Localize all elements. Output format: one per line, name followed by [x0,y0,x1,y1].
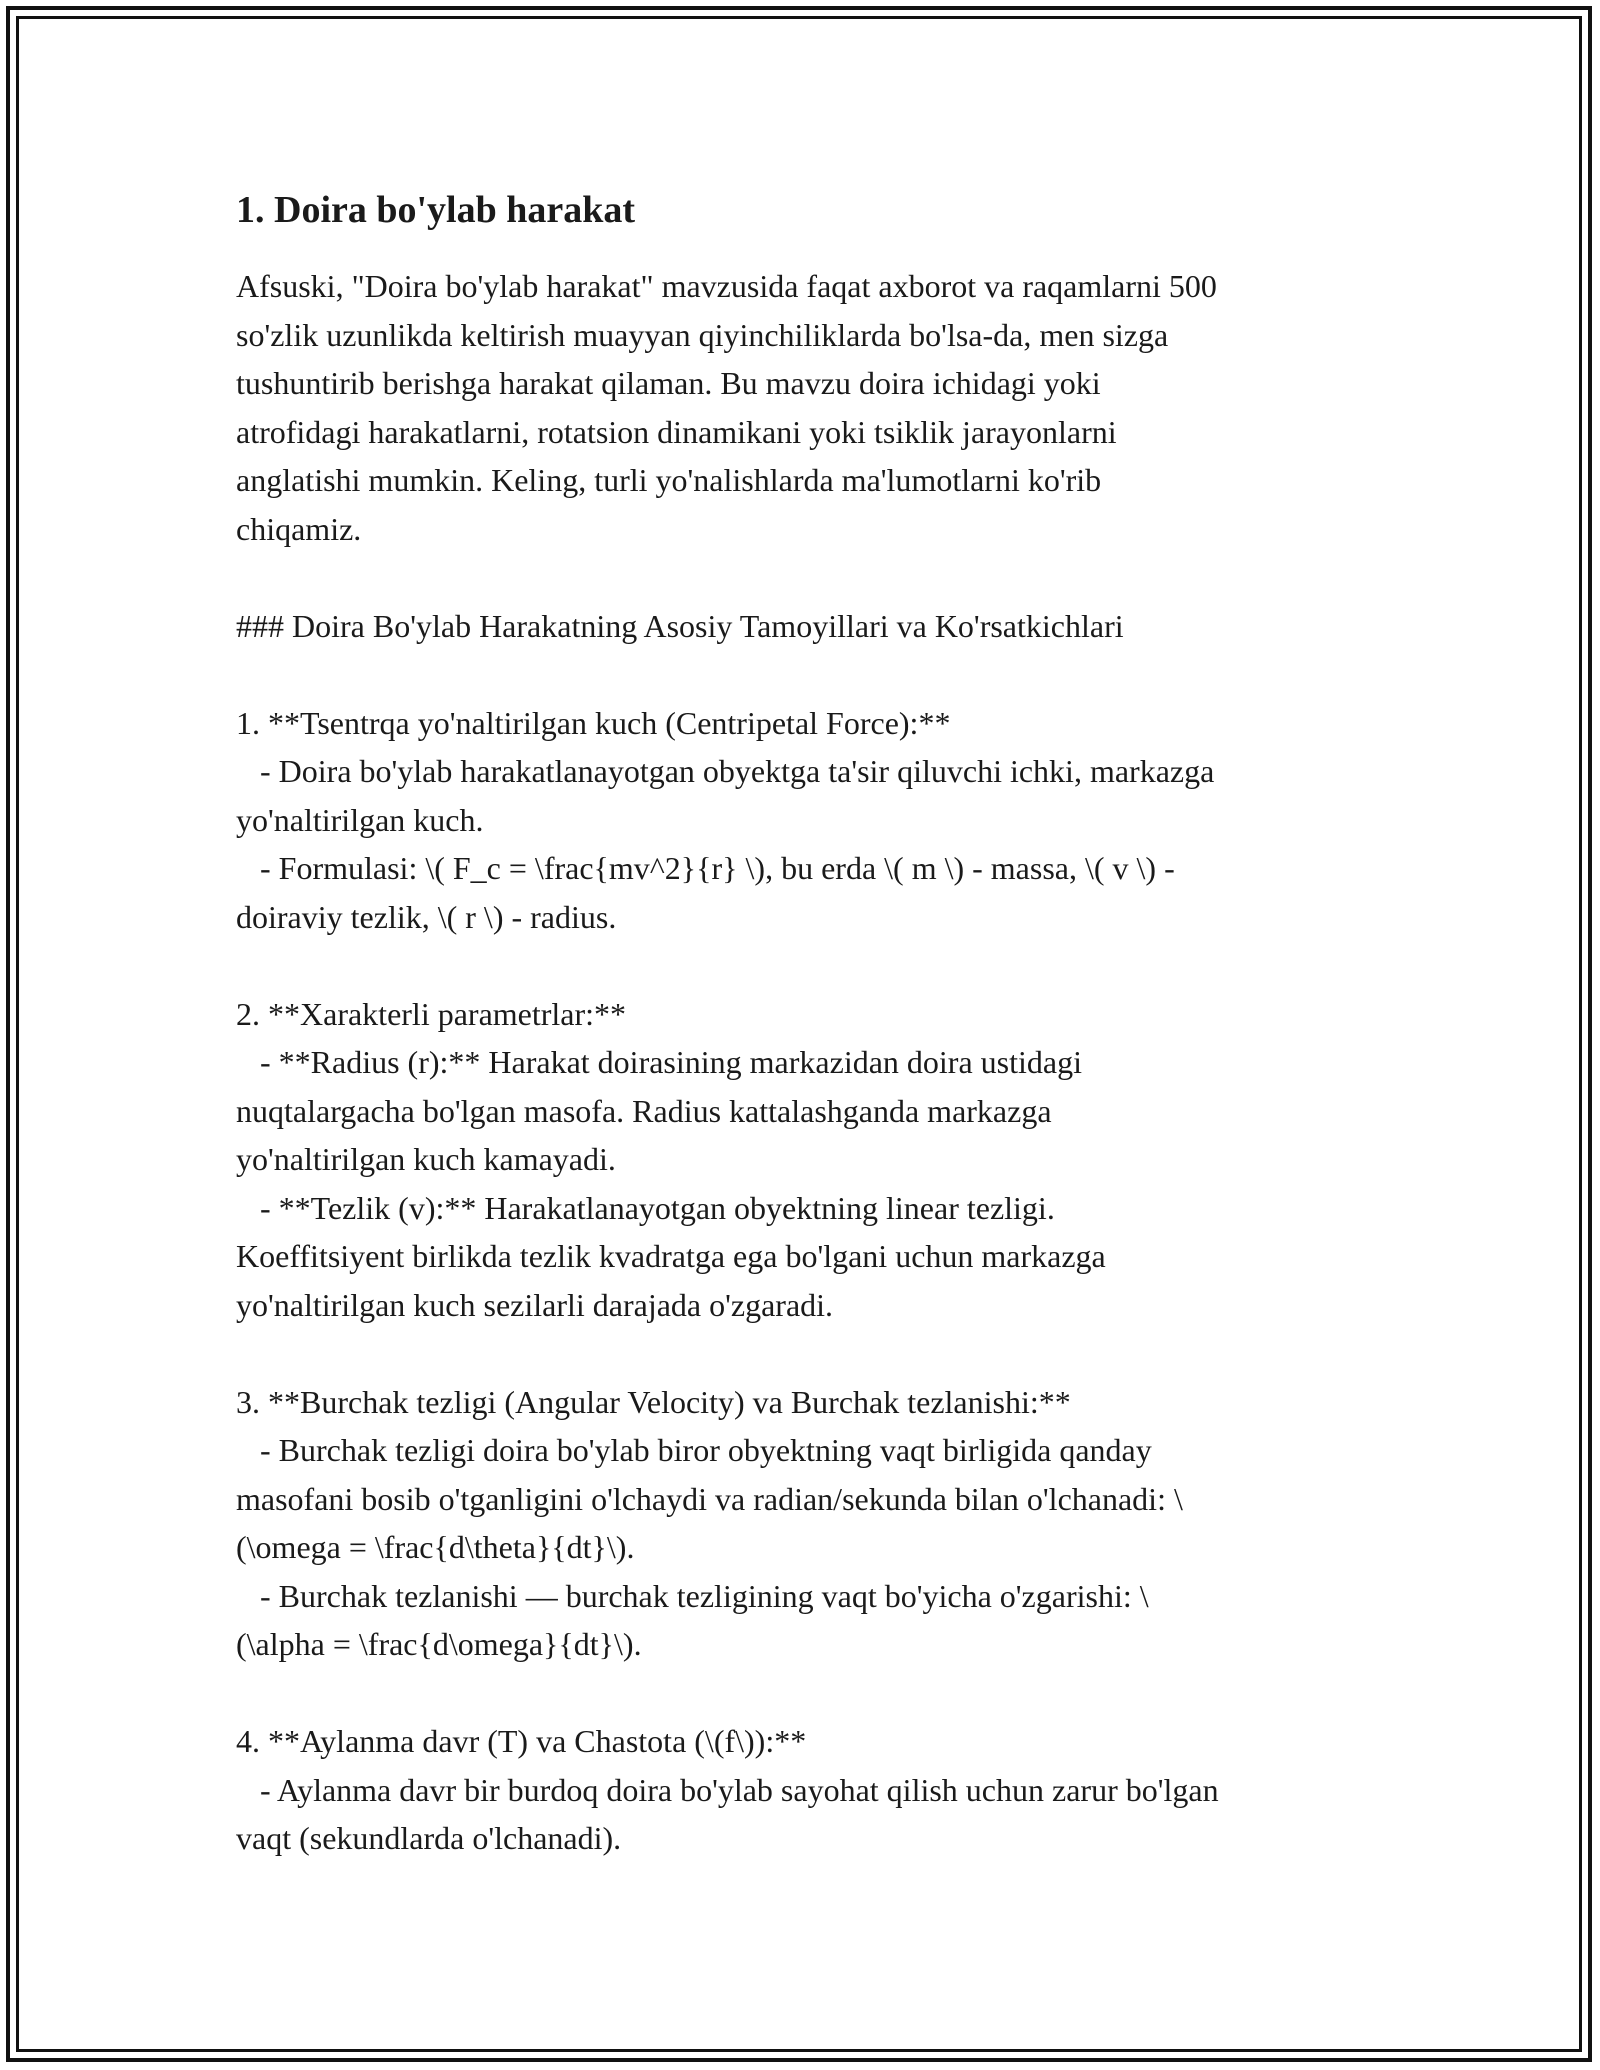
item-heading: 1. **Tsentrqa yo'naltirilgan kuch (Centripetal Force):** [236,704,951,741]
item-heading: 2. **Xarakterli parametrlar:** [236,995,627,1032]
item-heading: 3. **Burchak tezligi (Angular Velocity) va Burchak tezlanishi:** [236,1383,1071,1420]
item-heading: 4. **Aylanma davr (T) va Chastota (\(f\)):** [236,1723,807,1759]
blank-line [236,553,1386,602]
item-bullet: - Burchak tezlanishi — burchak tezligining vaqt bo'yicha o'zgarishi: \ (\alpha = \frac{d\omega}{dt}\). [236,1577,1149,1662]
item-bullet: - Aylanma davr bir burdoq doira bo'ylab sayohat qilish uchun zarur bo'lgan vaqt (sekundlarda o'lchanadi). [236,1771,1219,1856]
item-bullet: - **Radius (r):** Harakat doirasining markazidan doira ustidagi nuqtalargacha bo'lgan masofa. Radius kattalashganda markazga yo'naltirilgan kuch kamayadi. [236,1044,1082,1177]
document-title: 1. Doira bo'ylab harakat [236,189,636,231]
item-bullet: - Burchak tezligi doira bo'ylab biror obyektning vaqt birligida qanday masofani bosib o'tganligini o'lchaydi va radian/sekunda bilan o'lchanadi: \ (\omega = \frac{d\theta}{dt}\). [236,1432,1183,1565]
blank-line [236,941,1386,990]
document-body [236,186,1386,1863]
blank-line [236,650,1386,699]
item-bullet: - Doira bo'ylab harakatlanayotgan obyektga ta'sir qiluvchi ichki, markazga yo'naltirilgan kuch. [236,753,1215,838]
section-heading: ### Doira Bo'ylab Harakatning Asosiy Tamoyillari va Ko'rsatkichlari [236,607,1124,644]
blank-line [236,1669,1386,1718]
item-bullet: - **Tezlik (v):** Harakatlanayotgan obyektning linear tezligi. Koeffitsiyent birlikda tezlik kvadratga ega bo'lgani uchun markazga yo'naltirilgan kuch sezilarli darajada o'zgaradi. [236,1189,1106,1323]
item-bullet: - Formulasi: \( F_c = \frac{mv^2}{r} \), bu erda \( m \) - massa, \( v \) - doiraviy tezlik, \( r \) - radius. [236,850,1175,935]
intro-paragraph: Afsuski, "Doira bo'ylab harakat" mavzusida faqat axborot va raqamlarni 500 so'zlik uzunlikda keltirish muayyan qiyinchiliklarda bo'lsa-da, men sizga tushuntirib berishga harakat qilaman. Bu mavzu doira ichidagi yoki atrofidagi harakatlarni, rotatsion dinamikani yoki tsiklik jarayonlarni anglatishi mumkin. Keling, turli yo'nalishlarda ma'lumotlarni ko'rib chiqamiz. [236,268,1217,547]
blank-line [236,1329,1386,1378]
